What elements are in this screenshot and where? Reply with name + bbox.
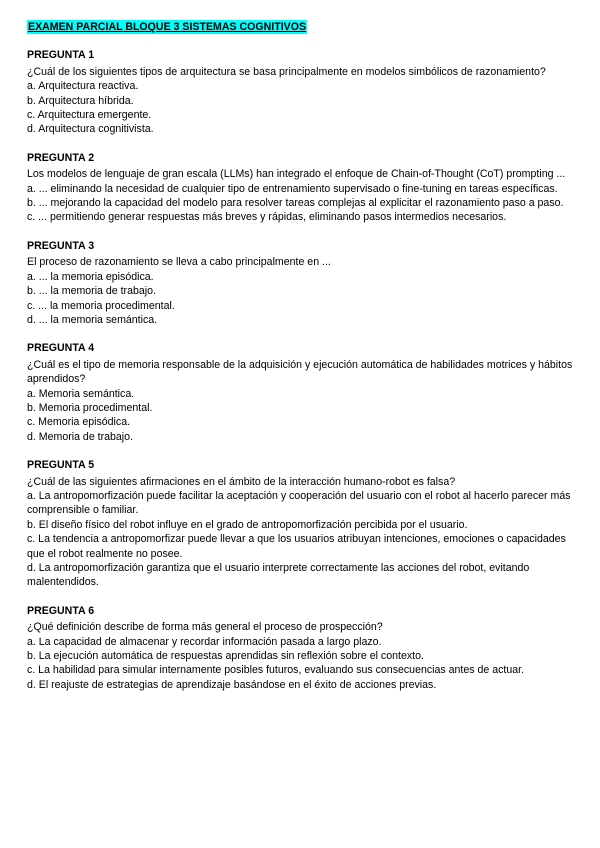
answer-option-c: c. La habilidad para simular internamente posibles futuros, evaluando sus consecuencias antes de actuar. bbox=[27, 664, 525, 677]
answer-option-b: b. ... la memoria de trabajo. bbox=[27, 285, 156, 298]
answer-option-b: b. Arquitectura híbrida. bbox=[27, 94, 134, 107]
answer-option-c: c. Memoria episódica. bbox=[27, 416, 131, 429]
answer-option-c: c. ... permitiendo generar respuestas más breves y rápidas, eliminando pasos intermedios necesarios. bbox=[27, 211, 507, 224]
question-label: PREGUNTA 5 bbox=[27, 459, 95, 472]
answer-option-c: c. La tendencia a antropomorfizar puede llevar a que los usuarios atribuyan intenciones, emociones o capacidades que el robot realmente no posee. bbox=[27, 533, 566, 560]
answer-option-b: b. Memoria procedimental. bbox=[27, 401, 153, 414]
answer-option-a: a. Arquitectura reactiva. bbox=[27, 80, 139, 93]
answer-option-d: d. El reajuste de estrategias de aprendizaje basándose en el éxito de acciones previas. bbox=[27, 678, 437, 691]
answer-option-a: a. ... eliminando la necesidad de cualquier tipo de entrenamiento supervisado o fine-tuning en tareas específicas. bbox=[27, 182, 558, 195]
question-1 bbox=[27, 48, 574, 136]
question-label: PREGUNTA 6 bbox=[27, 604, 95, 617]
question-3 bbox=[27, 239, 574, 327]
question-label: PREGUNTA 3 bbox=[27, 239, 95, 252]
question-6 bbox=[27, 604, 574, 692]
answer-option-a: a. La antropomorfización puede facilitar la aceptación y cooperación del usuario con el robot al hacerlo parecer más comprensible o familiar. bbox=[27, 489, 571, 517]
answer-option-d: d. La antropomorfización garantiza que el usuario interprete correctamente las acciones del robot, evitando malentendidos. bbox=[27, 562, 530, 589]
question-text: ¿Qué definición describe de forma más general el proceso de prospección? bbox=[27, 621, 383, 634]
question-label: PREGUNTA 4 bbox=[27, 342, 95, 355]
question-2 bbox=[27, 151, 574, 225]
answer-option-d: d. Arquitectura cognitivista. bbox=[27, 123, 154, 136]
question-text: El proceso de razonamiento se lleva a cabo principalmente en ... bbox=[27, 256, 331, 269]
answer-option-d: d. Memoria de trabajo. bbox=[27, 430, 133, 443]
question-label: PREGUNTA 2 bbox=[27, 151, 95, 164]
question-text: Los modelos de lenguaje de gran escala (LLMs) han integrado el enfoque de Chain-of-Thought (CoT) prompting ... bbox=[27, 168, 566, 181]
answer-option-c: c. Arquitectura emergente. bbox=[27, 109, 152, 122]
question-label: PREGUNTA 1 bbox=[27, 49, 95, 62]
document-title: EXAMEN PARCIAL BLOQUE 3 SISTEMAS COGNITIVOS bbox=[28, 21, 307, 33]
question-text: ¿Cuál de los siguientes tipos de arquitectura se basa principalmente en modelos simbólicos de razonamiento? bbox=[27, 65, 546, 78]
answer-option-b: b. ... mejorando la capacidad del modelo para resolver tareas complejas al explicitar el razonamiento paso a paso. bbox=[27, 197, 564, 210]
answer-option-c: c. ... la memoria procedimental. bbox=[27, 299, 175, 312]
question-text: ¿Cuál es el tipo de memoria responsable de la adquisición y ejecución automática de habilidades motrices y hábitos aprendidos? bbox=[27, 358, 573, 386]
question-5 bbox=[27, 458, 574, 590]
answer-option-a: a. ... la memoria episódica. bbox=[27, 270, 154, 283]
answer-option-b: b. El diseño físico del robot influye en el grado de antropomorfización percibida por el usuario. bbox=[27, 518, 468, 531]
answer-option-a: a. Memoria semántica. bbox=[27, 387, 135, 400]
question-text: ¿Cuál de las siguientes afirmaciones en el ámbito de la interacción humano-robot es falsa? bbox=[27, 475, 456, 488]
question-4 bbox=[27, 341, 574, 444]
answer-option-b: b. La ejecución automática de respuestas aprendidas sin reflexión sobre el contexto. bbox=[27, 650, 424, 663]
answer-option-a: a. La capacidad de almacenar y recordar información pasada a largo plazo. bbox=[27, 635, 382, 648]
answer-option-d: d. ... la memoria semántica. bbox=[27, 313, 158, 326]
